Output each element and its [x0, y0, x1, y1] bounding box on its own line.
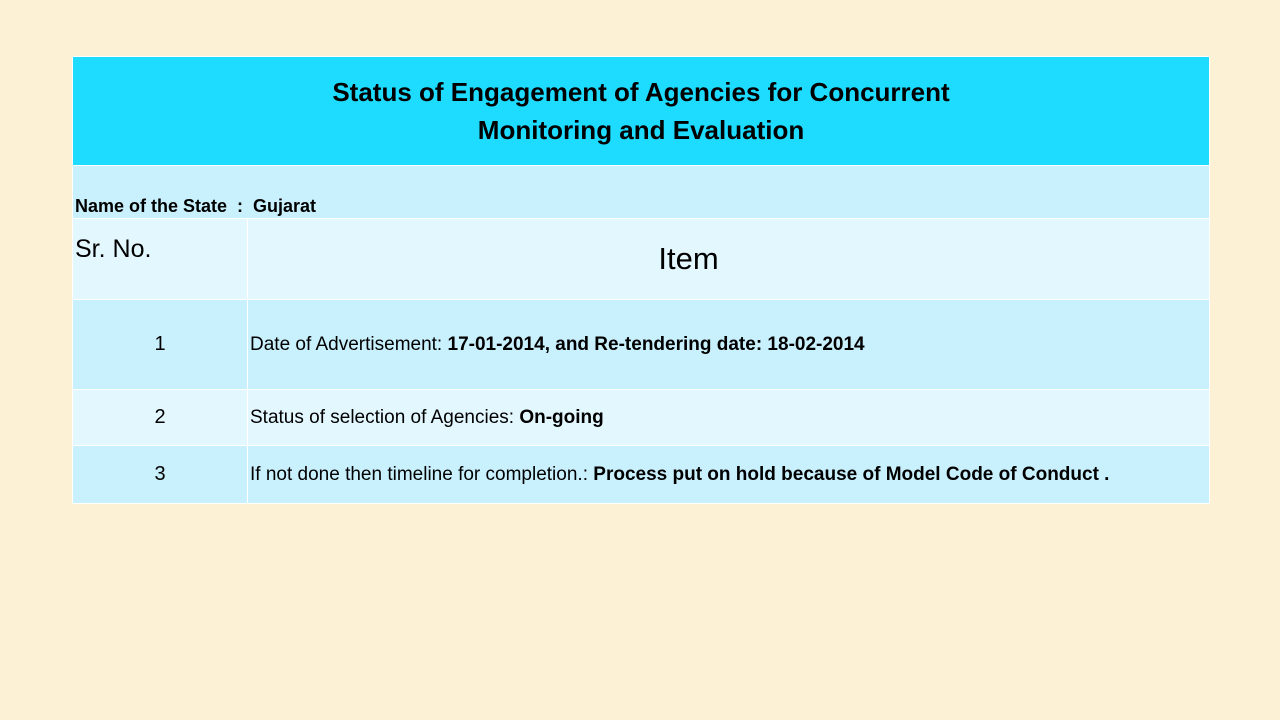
state-row: [73, 166, 1210, 219]
row-value: Process put on hold because of Model Code of Conduct .: [593, 464, 1110, 485]
title-line-1: Status of Engagement of Agencies for Concurrent: [332, 77, 950, 107]
row-label: Status of selection of Agencies:: [250, 407, 520, 428]
table-row: [73, 390, 1210, 446]
row-text: [248, 300, 1210, 390]
row-text: [248, 446, 1210, 504]
row-label: Date of Advertisement:: [250, 334, 448, 355]
row-label: If not done then timeline for completion.:: [250, 464, 594, 485]
row-number: 3: [73, 446, 248, 504]
row-number: 1: [73, 300, 248, 390]
title-line-2: Monitoring and Evaluation: [477, 115, 805, 145]
table-row: [73, 446, 1210, 504]
status-table: [72, 56, 1210, 504]
table-title: [73, 57, 1210, 166]
row-number: 2: [73, 390, 248, 446]
header-row: [73, 219, 1210, 300]
state-label: Name of the State : Gujarat: [75, 196, 317, 216]
row-value: On-going: [519, 407, 604, 428]
header-item: Item: [248, 219, 1210, 300]
row-value: 17-01-2014, and Re-tendering date: 18-02-2014: [447, 334, 865, 355]
header-sr-no: Sr. No.: [73, 219, 248, 300]
table-row: [73, 300, 1210, 390]
row-text: [248, 390, 1210, 446]
